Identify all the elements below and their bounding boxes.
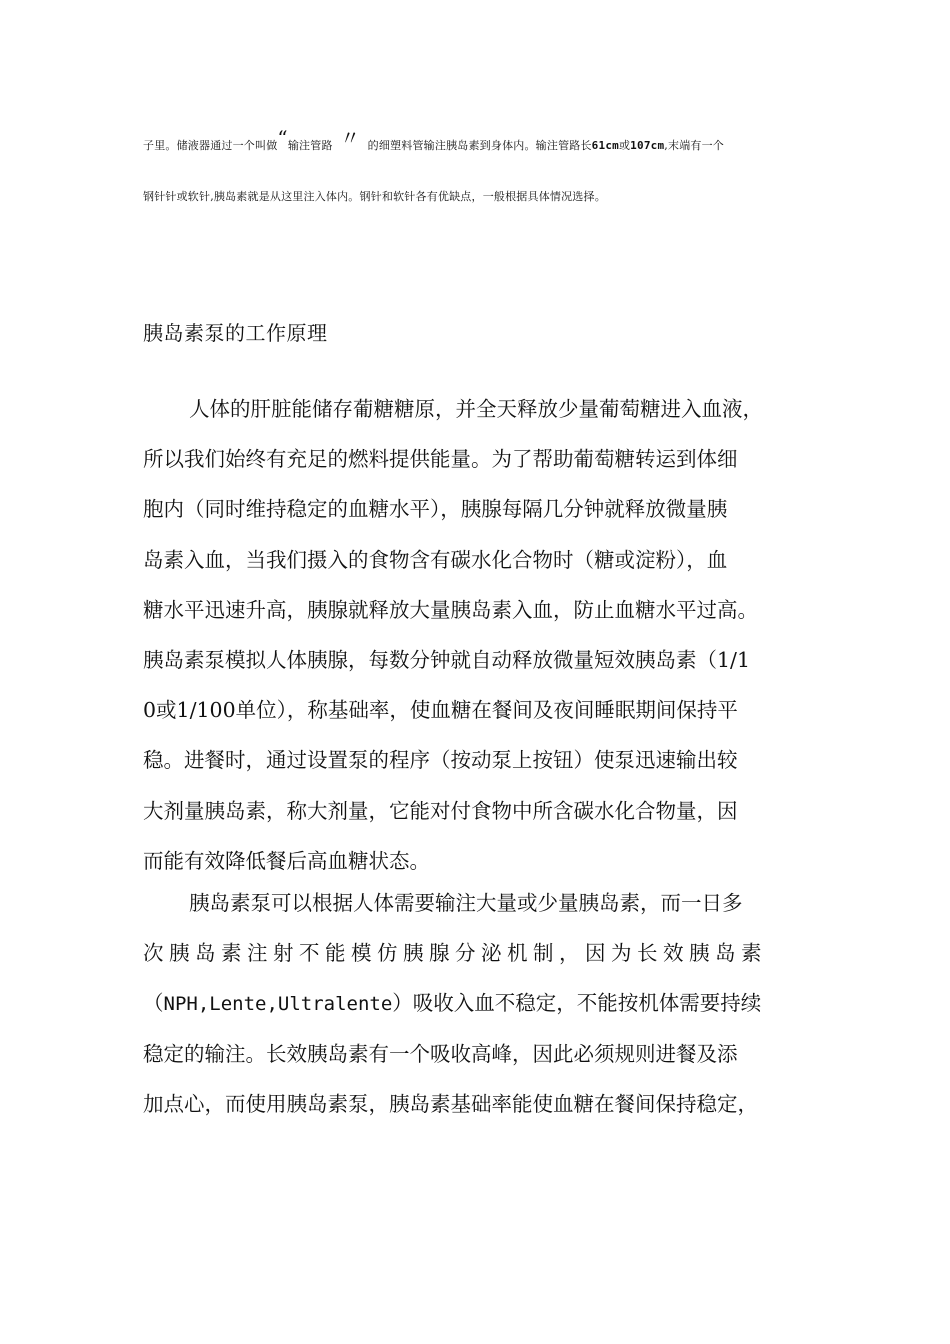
section-heading: 胰岛素泵的工作原理 (143, 321, 328, 345)
paragraph-2-line: 稳定的输注。长效胰岛素有一个吸收高峰，因此必须规则进餐及添 (143, 1041, 738, 1066)
paragraph-1-line: 糖水平迅速升高，胰腺就释放大量胰岛素入血，防止血糖水平过高。 (143, 597, 758, 622)
open-quote: “ (277, 126, 288, 150)
paragraph-1-line: 胞内（同时维持稳定的血糖水平），胰腺每隔几分钟就释放微量胰 (143, 497, 728, 522)
tube-length-107: 107cm (630, 139, 665, 152)
tube-length-61: 61cm (591, 139, 619, 152)
paragraph-2-line: 加点心，而使用胰岛素泵，胰岛素基础率能使血糖在餐间保持稳定， (143, 1091, 758, 1116)
intro-text-b: 输注管路 (287, 139, 333, 152)
intro-line-2: 钢针针或软针,胰岛素就是从这里注入体内。钢针和软针各有优缺点，一般根据具体情况选择。 (143, 190, 606, 203)
intro-line-1 (143, 126, 724, 154)
paragraph-2 (143, 878, 815, 1129)
close-quote: 〃 (340, 126, 361, 150)
paragraph-1-line: 大剂量胰岛素，称大剂量，它能对付食物中所含碳水化合物量，因 (143, 798, 738, 823)
paragraph-1-line: 而能有效降低餐后高血糖状态。 (143, 848, 430, 873)
paragraph-1-line: 0或1/100单位），称基础率，使血糖在餐间及夜间睡眠期间保持平 (143, 698, 738, 723)
paragraph-1-line: 胰岛素泵模拟人体胰腺，每数分钟就自动释放微量短效胰岛素（1/1 (143, 647, 750, 672)
intro-text-e: ,末端有一个 (664, 139, 724, 152)
paragraph-1-line: 所以我们始终有充足的燃料提供能量。为了帮助葡萄糖转运到体细 (143, 447, 738, 472)
paragraph-2-line: 胰岛素泵可以根据人体需要输注大量或少量胰岛素，而一日多 (189, 891, 743, 915)
intro-text-c: 的细塑料管输注胰岛素到身体内。输注管路长 (367, 139, 592, 152)
paragraph-1-line: 稳。进餐时，通过设置泵的程序（按动泵上按钮）使泵迅速输出较 (143, 748, 738, 773)
paragraph-1-line: 岛素入血，当我们摄入的食物含有碳水化合物时（糖或淀粉），血 (143, 547, 728, 572)
paragraph-2-line-rest: ）吸收入血不稳定，不能按机体需要持续 (392, 991, 762, 1016)
paragraph-1 (143, 384, 815, 886)
paren-open: （ (143, 991, 164, 1016)
intro-text-d: 或 (618, 139, 631, 152)
insulin-types: NPH,Lente,Ultralente (163, 993, 393, 1016)
paragraph-1-line: 人体的肝脏能储存葡糖糖原，并全天释放少量葡萄糖进入血液， (189, 397, 763, 421)
paragraph-2-line: 次胰岛素注射不能模仿胰腺分泌机制，因为长效胰岛素 (143, 941, 767, 966)
intro-text-a: 子里。储液器通过一个叫做 (143, 139, 278, 152)
paragraph-2-line (143, 978, 815, 1028)
